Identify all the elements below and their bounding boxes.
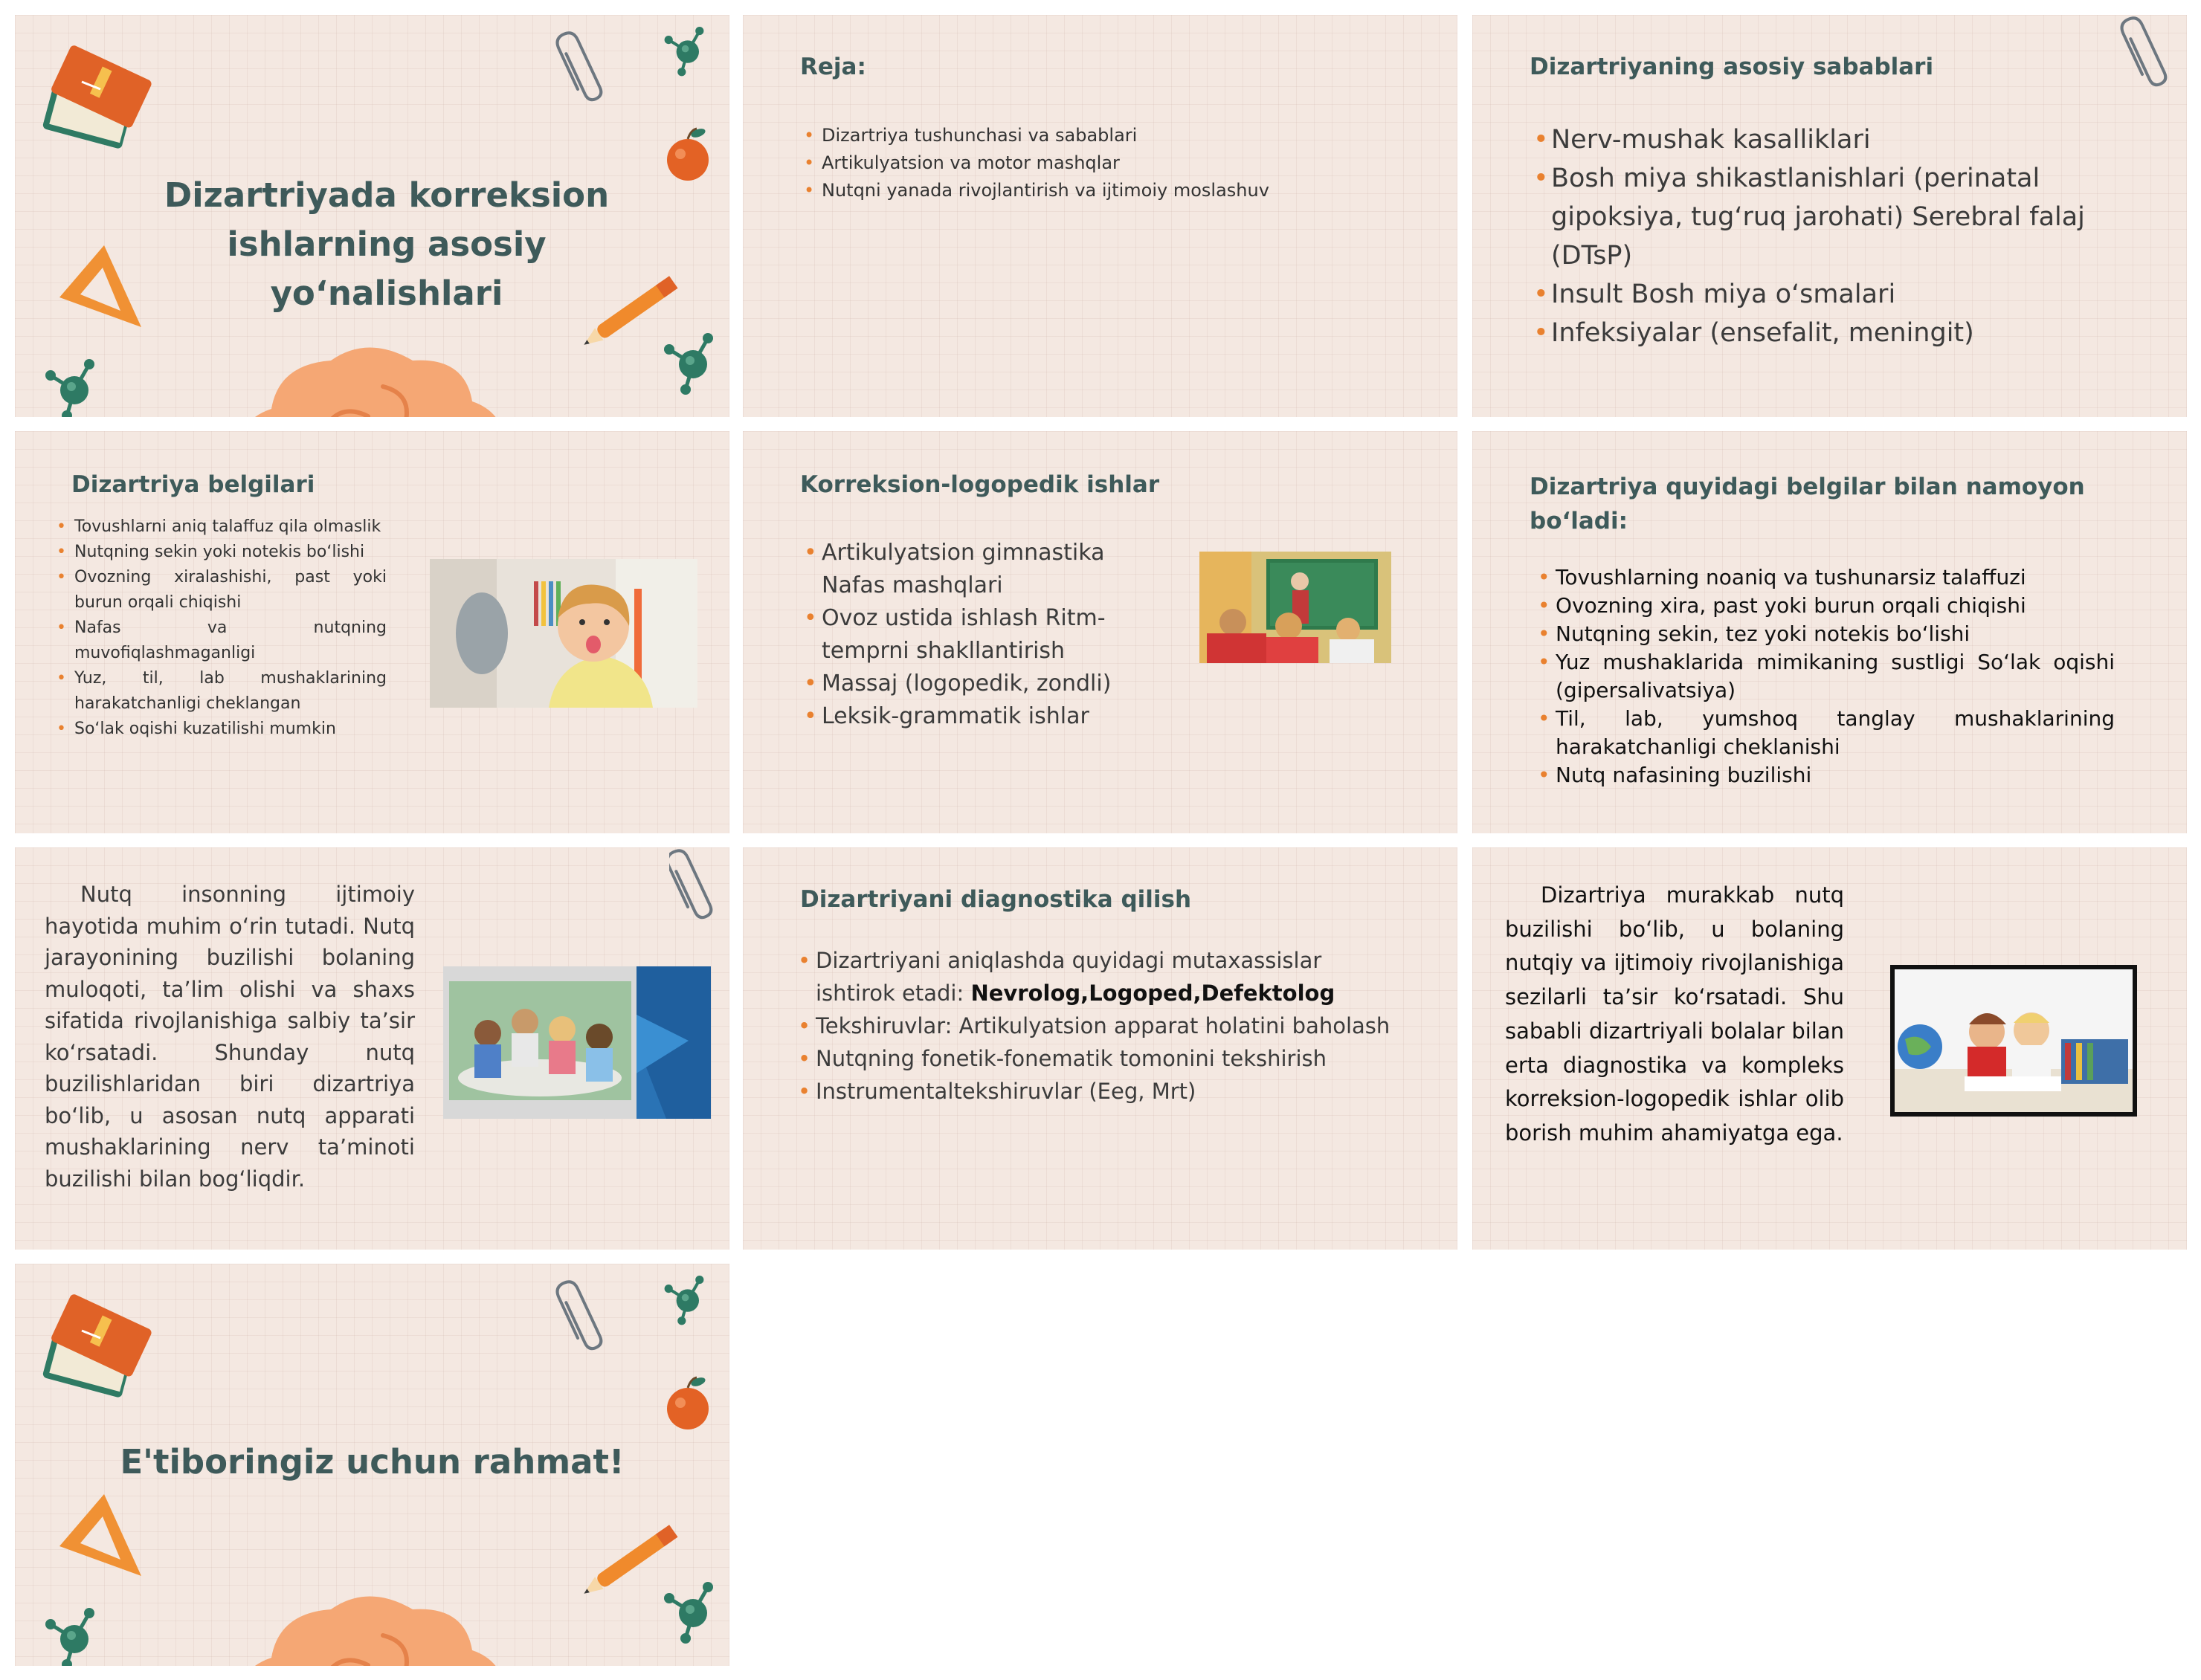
specialist-defectologist: Defektolog <box>1201 980 1335 1006</box>
slide-4-symptoms <box>15 431 729 833</box>
slide-title: Dizartriya belgilari <box>71 471 315 498</box>
slide-3-causes <box>1472 15 2187 417</box>
list-item: • Nutqning sekin, tez yoki notekis boʻlishi <box>1556 620 2115 648</box>
slide-6-manifestations <box>1472 431 2187 833</box>
list-item: • Infeksiyalar (ensefalit, meningit) <box>1551 314 2116 352</box>
apple-icon <box>667 127 709 181</box>
books-icon <box>42 1293 153 1398</box>
list-item: • Ovozning xiralashishi, past yoki burun orqali chiqishi <box>74 565 387 616</box>
paragraph: Dizartriya murakkab nutq buzilishi boʻlib, u bolaning nutqiy va ijtimoiy rivojlanishiga sezilarli taʼsir koʻrsatadi. Shu sababli dizartriyali bolalar bilan erta diagnostika va kompleks korreksion-logopedik ishlar olib borish muhim ahamiyatga ega. <box>1505 882 1844 1146</box>
slide-title: Dizartriya quyidagi belgilar bilan namoyon boʻladi: <box>1530 474 2085 534</box>
classroom-photo <box>1199 552 1391 663</box>
list-item: • Tovushlarni aniq talaffuz qila olmaslik <box>74 514 387 540</box>
molecule-icon <box>45 359 94 417</box>
list-item: • Nutqni yanada rivojlantirish va ijtimoiy moslashuv <box>822 177 1269 204</box>
paperclip-icon <box>669 847 729 922</box>
list-item: • Nutqning sekin yoki notekis boʻlishi <box>74 540 387 565</box>
page-title <box>126 171 647 318</box>
specialist-speech-therapist: Logoped <box>1089 980 1193 1006</box>
comma: , <box>1080 980 1089 1006</box>
list-item: • Ovoz ustida ishlash Ritm-temprni shakllantirish <box>822 602 1134 668</box>
slide-1-title <box>15 15 729 417</box>
slide-10-thanks <box>15 1264 729 1666</box>
list-item: • Yuz, til, lab mushaklarining harakatchanligi cheklangan <box>74 666 387 717</box>
brain-icon <box>233 348 508 418</box>
list-item: • Instrumentaltekshiruvlar (Eeg, Mrt) <box>816 1075 1403 1108</box>
slide-7-intro-text <box>15 847 729 1250</box>
manifestations-list <box>1556 563 2115 789</box>
child-photo <box>430 559 697 708</box>
list-item: • Nutq nafasining buzilishi <box>1556 761 2115 789</box>
slide-title: Dizartriyaning asosiy sabablari <box>1530 54 1934 80</box>
slide-9-conclusion-text <box>1472 847 2187 1250</box>
slide-2-plan <box>743 15 1457 417</box>
title-line: ishlarning asosiy <box>227 224 547 264</box>
children-books-photo <box>1890 965 2137 1117</box>
molecule-icon <box>664 1582 713 1644</box>
paperclip-icon <box>554 30 603 104</box>
list-item: • Nerv-mushak kasalliklari <box>1551 120 2116 159</box>
list-item: • Yuz mushaklarida mimikaning sustligi Soʻlak oqishi (gipersalivatsiya) <box>1556 648 2115 705</box>
thank-you-title: E'tiboringiz uchun rahmat! <box>120 1442 625 1482</box>
children-group-photo <box>443 966 711 1119</box>
paragraph: Nutq insonning ijtimoiy hayotida muhim oʻrin tutadi. Nutq jarayonining buzilishi bolaning muloqoti, taʼlim olishi va shaxs sifatida rivojlanishiga salbiy taʼsir koʻrsatadi. Shunday nutq buzilishlaridan biri dizartriya boʻlib, u asosan nutq apparati mushaklarining nerv taʼminoti buzilishi bilan bogʻliqdir. <box>45 882 415 1192</box>
molecule-icon <box>665 27 704 76</box>
list-item: • Artikulyatsion va motor mashqlar <box>822 149 1269 177</box>
list-item: • Tovushlarning noaniq va tushunarsiz talaffuzi <box>1556 563 2115 592</box>
list-item: • Bosh miya shikastlanishlari (perinatal gipoksiya, tugʻruq jarohati) Serebral falaj (DTsP) <box>1551 159 2116 275</box>
causes-list <box>1551 120 2116 352</box>
molecule-icon <box>665 1276 704 1325</box>
slide-5-correction <box>743 431 1457 833</box>
item-text: Dizartriyani aniqlashda quyidagi mutaxassislar ishtirok etadi: <box>816 948 1322 1006</box>
brain-icon <box>233 1597 508 1667</box>
list-item: • Dizartriya tushunchasi va sabablari <box>822 122 1269 149</box>
list-item: • Soʻlak oqishi kuzatilishi mumkin <box>74 717 387 742</box>
slide-title: Dizartriyani diagnostika qilish <box>800 886 1192 913</box>
list-item: • Nafas va nutqning muvofiqlashmaganligi <box>74 616 387 666</box>
molecule-icon <box>664 333 713 395</box>
correction-list <box>822 537 1134 733</box>
slide-title: Korreksion-logopedik ishlar <box>800 471 1160 498</box>
paperclip-icon <box>554 1279 603 1353</box>
ruler-triangle-icon <box>59 1494 141 1576</box>
list-item: • Insult Bosh miya oʻsmalari <box>1551 275 2116 314</box>
slide-8-diagnostics <box>743 847 1457 1250</box>
books-icon <box>42 44 153 149</box>
symptoms-list <box>74 514 387 742</box>
diagnostics-list <box>816 944 1403 1108</box>
paperclip-icon <box>2120 15 2179 89</box>
plan-list <box>822 122 1269 204</box>
list-item: • Til, lab, yumshoq tanglay mushaklarining harakatchanligi cheklanishi <box>1556 705 2115 761</box>
list-item: • Massaj (logopedik, zondli) <box>822 668 1134 700</box>
title-line: yoʻnalishlari <box>270 274 503 313</box>
list-item: • Ovozning xira, past yoki burun orqali chiqishi <box>1556 592 2115 620</box>
title-line: Dizartriyada korreksion <box>164 175 610 215</box>
specialist-neurologist: Nevrolog <box>970 980 1081 1006</box>
list-item: • Leksik-grammatik ishlar <box>822 700 1134 733</box>
list-item: • Nutqning fonetik-fonematik tomonini tekshirish <box>816 1042 1403 1075</box>
molecule-icon <box>45 1608 94 1666</box>
slide-title: Reja: <box>800 54 866 80</box>
apple-icon <box>667 1376 709 1429</box>
list-item: • Tekshiruvlar: Artikulyatsion apparat holatini baholash <box>816 1009 1403 1042</box>
list-item <box>816 944 1403 1009</box>
comma: , <box>1193 980 1202 1006</box>
pencil-icon <box>580 1525 678 1600</box>
list-item: • Artikulyatsion gimnastika Nafas mashqlari <box>822 537 1134 602</box>
